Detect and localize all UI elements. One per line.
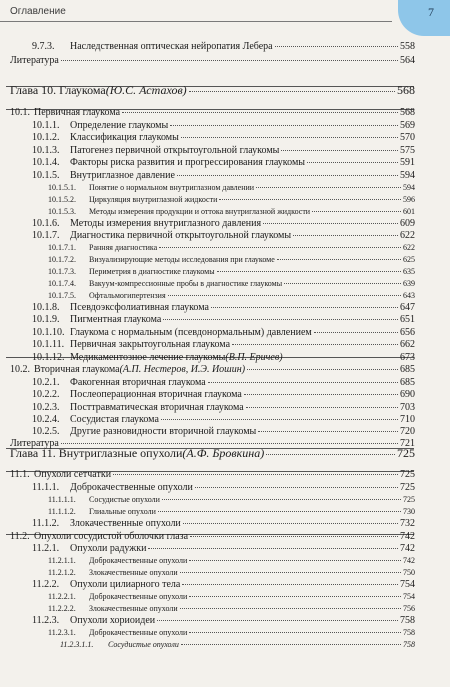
toc-dot-leader: [162, 499, 401, 500]
toc-entry-number: 11.2.2.: [32, 579, 60, 590]
toc-entry-title: Вторичная глаукома: [34, 364, 120, 375]
toc-entry-page: 750: [403, 568, 415, 577]
toc-entry-title: Доброкачественные опухоли: [70, 482, 193, 493]
toc-entry-page: 725: [400, 482, 415, 493]
toc-entry-title: Пигментная глаукома: [70, 314, 162, 325]
toc-entry-number: 10.1.7.1.: [48, 243, 76, 252]
toc-entry: [10, 40, 415, 54]
toc-entry-author: (Ю.С. Астахов): [105, 83, 187, 97]
toc-entry-page: 622: [403, 243, 415, 252]
toc-entry-title: Послеоперационная вторичная глаукома: [70, 389, 242, 400]
toc-dot-leader: [190, 536, 398, 537]
toc-entry-page: 594: [400, 170, 415, 181]
toc-entry-title: Сосудистые опухоли: [108, 640, 179, 649]
toc-entry-page: 622: [400, 230, 415, 241]
toc-entry-title: Понятие о нормальном внутриглазном давлении: [89, 183, 255, 192]
toc-dot-leader: [61, 60, 398, 61]
toc-entry: [10, 445, 415, 461]
toc-entry-page: 625: [403, 255, 415, 264]
toc-entry-number: 11.1.: [10, 469, 30, 480]
toc-entry-page: 568: [400, 107, 415, 118]
toc-dot-leader: [189, 560, 401, 561]
toc-entry-title: Наследственная оптическая нейропатия Лебера: [70, 41, 273, 52]
toc-entry-title: Факторы риска развития и прогрессирования глаукомы: [70, 157, 306, 168]
toc-dot-leader: [284, 283, 401, 284]
toc-entry-page: 720: [400, 426, 415, 437]
toc-entry-page: 558: [400, 41, 415, 52]
toc-entry-number: 10.1.2.: [32, 132, 60, 143]
toc-entry-title: Злокачественные опухоли: [89, 568, 178, 577]
toc-entry-title: Опухоли сосудистой оболочки глаза: [34, 531, 189, 542]
toc-entry-page: 596: [403, 195, 415, 204]
toc-dot-leader: [183, 523, 398, 524]
toc-dot-leader: [157, 620, 398, 621]
toc-entry-title: Визуализирующие методы исследования при глаукоме: [89, 255, 275, 264]
toc-entry-page: 635: [403, 267, 415, 276]
toc-entry: [10, 54, 415, 68]
toc-dot-leader: [158, 511, 401, 512]
toc-entry: [10, 106, 415, 120]
toc-entry-title: Факогенная вторичная глаукома: [70, 377, 206, 388]
toc-entry-page: 662: [400, 339, 415, 350]
toc-dot-leader: [148, 548, 398, 549]
toc-entry-title: Сосудистая глаукома: [70, 414, 159, 425]
toc-entry: [10, 363, 415, 377]
toc-entry-number: 10.1.4.: [32, 157, 60, 168]
toc-entry-title: Циркуляция внутриглазной жидкости: [89, 195, 218, 204]
toc-entry-author: (А.П. Нестеров, И.Э. Иошин): [119, 364, 246, 375]
toc-dot-leader: [180, 572, 401, 573]
toc-entry: [10, 388, 415, 402]
toc-dot-leader: [219, 199, 401, 200]
toc-dot-leader: [170, 125, 398, 126]
toc-entry: [10, 338, 415, 352]
toc-entry-title: Патогенез первичной открытоугольной глаукомы: [70, 145, 280, 156]
toc-dot-leader: [307, 162, 398, 163]
toc-entry-page: 725: [397, 446, 415, 460]
toc-entry-page: 673: [400, 352, 415, 363]
toc-dot-leader: [217, 271, 401, 272]
toc-dot-leader: [181, 137, 398, 138]
toc-entry-title: Опухоли хориоидеи: [70, 615, 156, 626]
toc-dot-leader: [189, 632, 401, 633]
toc-entry-number: 10.1.: [10, 107, 30, 118]
toc-entry-number: 10.2.2.: [32, 389, 60, 400]
toc-entry-page: 730: [403, 507, 415, 516]
toc-entry-number: 10.1.9.: [32, 314, 60, 325]
toc-entry-title: Доброкачественные опухоли: [89, 628, 188, 637]
toc-dot-leader: [189, 596, 401, 597]
toc-entry-page: 754: [403, 592, 415, 601]
toc-entry-author: (В.П. Еричев): [225, 352, 283, 363]
toc-entry-page: 725: [403, 495, 415, 504]
toc-entry: [10, 82, 415, 98]
toc-entry: [10, 517, 415, 531]
toc-dot-leader: [177, 175, 398, 176]
page-number: 7: [428, 5, 434, 19]
toc-dot-leader: [312, 211, 401, 212]
toc-entry-number: 11.2.2.2.: [48, 604, 76, 613]
toc-entry-page: 703: [400, 402, 415, 413]
toc-entry-page: 754: [400, 579, 415, 590]
toc-entry-title: Опухоли радужки: [70, 543, 147, 554]
toc-dot-leader: [277, 259, 401, 260]
toc-entry-page: 594: [403, 183, 415, 192]
toc-entry-page: 609: [400, 218, 415, 229]
toc-entry-number: 11.2.1.1.: [48, 556, 76, 565]
toc-entry-page: 564: [400, 55, 415, 66]
toc-entry-page: 570: [400, 132, 415, 143]
toc-entry-number: 10.1.10.: [32, 327, 65, 338]
toc-entry-number: 11.2.1.: [32, 543, 60, 554]
toc-entry-page: 725: [400, 469, 415, 480]
toc-dot-leader: [159, 247, 401, 248]
toc-dot-leader: [168, 295, 401, 296]
toc-entry-title: Злокачественные опухоли: [89, 604, 178, 613]
toc-entry-number: 11.2.3.1.: [48, 628, 76, 637]
toc-dot-leader: [258, 431, 398, 432]
toc-entry-number: 10.1.5.: [32, 170, 60, 181]
toc-dot-leader: [232, 344, 398, 345]
toc-entry-title: Методы измерения внутриглазного давления: [70, 218, 262, 229]
toc-dot-leader: [122, 112, 398, 113]
toc-entry-title: Периметрия в диагностике глаукомы: [89, 267, 215, 276]
toc-entry: [10, 313, 415, 327]
toc-entry-title: Опухоли цилиарного тела: [70, 579, 181, 590]
toc-dot-leader: [180, 608, 401, 609]
toc-entry-number: 11.1.1.: [32, 482, 60, 493]
toc-entry-page: 756: [403, 604, 415, 613]
toc-dot-leader: [263, 223, 398, 224]
toc-entry-page: 601: [403, 207, 415, 216]
toc-entry-title: Другие разновидности вторичной глаукомы: [70, 426, 257, 437]
toc-entry-page: 742: [400, 531, 415, 542]
toc-entry-page: 758: [403, 640, 415, 649]
toc-dot-leader: [285, 357, 398, 358]
toc-entry: [10, 131, 415, 145]
toc-entry-title: Первичная закрытоугольная глаукома: [70, 339, 231, 350]
toc-entry-page: 685: [400, 377, 415, 388]
toc-entry-page: 643: [403, 291, 415, 300]
toc-entry-page: 710: [400, 414, 415, 425]
toc-dot-leader: [275, 46, 398, 47]
toc-dot-leader: [195, 487, 398, 488]
toc-dot-leader: [163, 319, 398, 320]
toc-dot-leader: [314, 332, 398, 333]
toc-entry-number: 10.1.7.: [32, 230, 60, 241]
toc-entry-number: 9.7.3.: [32, 41, 55, 52]
toc-entry-title: Вакуум-компрессионные пробы в диагностике глаукомы: [89, 279, 283, 288]
toc-entry-number: 11.2.1.2.: [48, 568, 76, 577]
toc-dot-leader: [181, 644, 401, 645]
toc-entry-number: 10.1.7.4.: [48, 279, 76, 288]
toc-entry-title: Глава 11. Внутриглазные опухоли: [10, 446, 183, 460]
toc-dot-leader: [61, 443, 398, 444]
toc-entry: [10, 638, 415, 652]
toc-entry-title: Внутриглазное давление: [70, 170, 175, 181]
header-rule: [0, 21, 392, 22]
toc-entry-title: Литература: [10, 438, 59, 449]
toc-entry-page: 647: [400, 302, 415, 313]
toc-entry-title: Доброкачественные опухоли: [89, 556, 188, 565]
toc-entry-number: 10.2.1.: [32, 377, 60, 388]
running-header-title: Оглавление: [10, 6, 66, 17]
toc-dot-leader: [182, 584, 398, 585]
toc-entry-number: 10.2.: [10, 364, 30, 375]
toc-dot-leader: [256, 187, 401, 188]
toc-entry-page: 651: [400, 314, 415, 325]
toc-entry-title: Медикаментозное лечение глаукомы: [70, 352, 226, 363]
toc-entry-title: Определение глаукомы: [70, 120, 169, 131]
toc-entry-title: Злокачественные опухоли: [70, 518, 181, 529]
toc-entry-title: Диагностика первичной открытоугольной глаукомы: [70, 230, 292, 241]
toc-entry-number: 10.1.1.: [32, 120, 60, 131]
toc-entry-title: Псевдоэксфолиативная глаукома: [70, 302, 209, 313]
toc-dot-leader: [211, 307, 398, 308]
toc-dot-leader: [161, 419, 398, 420]
toc-entry-title: Офтальмогипертензия: [89, 291, 166, 300]
page-number-tab: [398, 0, 450, 36]
toc-entry-page: 690: [400, 389, 415, 400]
toc-entry-page: 732: [400, 518, 415, 529]
toc-dot-leader: [293, 235, 398, 236]
toc-entry-title: Посттравматическая вторичная глаукома: [70, 402, 244, 413]
toc-entry-title: Доброкачественные опухоли: [89, 592, 188, 601]
toc-entry-page: 758: [403, 628, 415, 637]
toc-entry-number: 11.2.: [10, 531, 30, 542]
toc-dot-leader: [244, 394, 398, 395]
toc-entry-number: 10.2.5.: [32, 426, 60, 437]
toc-entry-author: (А.Ф. Бровкина): [182, 446, 265, 460]
toc-entry-page: 656: [400, 327, 415, 338]
toc-dot-leader: [208, 382, 398, 383]
toc-entry-page: 591: [400, 157, 415, 168]
toc-entry-title: Ранняя диагностика: [89, 243, 158, 252]
toc-entry-number: 10.1.3.: [32, 145, 60, 156]
toc-entry-number: 11.1.2.: [32, 518, 60, 529]
toc-entry-number: 11.2.3.: [32, 615, 60, 626]
toc-entry-number: 10.1.5.2.: [48, 195, 76, 204]
toc-entry-number: 10.1.7.5.: [48, 291, 76, 300]
toc-entry-title: Методы измерения продукции и оттока внутриглазной жидкости: [89, 207, 311, 216]
toc-dot-leader: [266, 454, 395, 455]
toc-entry-number: 10.1.12.: [32, 352, 65, 363]
toc-entry-title: Сосудистые опухоли: [89, 495, 160, 504]
toc-entry-page: 742: [403, 556, 415, 565]
toc-entry-page: 685: [400, 364, 415, 375]
toc-dot-leader: [113, 474, 398, 475]
toc-entry-number: 10.1.7.2.: [48, 255, 76, 264]
toc-entry-number: 10.1.6.: [32, 218, 60, 229]
toc-dot-leader: [247, 369, 398, 370]
toc-entry-page: 575: [400, 145, 415, 156]
toc-entry-title: Глиальные опухоли: [89, 507, 156, 516]
toc-entry-number: 11.2.2.1.: [48, 592, 76, 601]
toc-entry-number: 11.2.3.1.1.: [60, 640, 94, 649]
toc-entry-title: Опухоли сетчатки: [34, 469, 112, 480]
toc-entry-number: 10.2.4.: [32, 414, 60, 425]
toc-entry: [10, 156, 415, 170]
toc-entry-number: 10.1.11.: [32, 339, 65, 350]
toc-entry-page: 742: [400, 543, 415, 554]
toc-entry-page: 721: [400, 438, 415, 449]
toc-entry-number: 11.1.1.1.: [48, 495, 76, 504]
toc-dot-leader: [281, 150, 398, 151]
toc-entry-number: 10.1.5.1.: [48, 183, 76, 192]
toc-entry-number: 10.1.5.3.: [48, 207, 76, 216]
toc-entry-page: 568: [397, 83, 415, 97]
toc-entry-title: Первичная глаукома: [34, 107, 121, 118]
toc-dot-leader: [189, 91, 395, 92]
toc-entry-title: Классификация глаукомы: [70, 132, 179, 143]
toc-entry: [10, 468, 415, 482]
toc-entry-title: Глаукома с нормальным (псевдонормальным) давлением: [70, 327, 312, 338]
toc-entry-page: 569: [400, 120, 415, 131]
toc-entry-title: Литература: [10, 55, 59, 66]
toc-entry-number: 10.2.3.: [32, 402, 60, 413]
toc-dot-leader: [246, 407, 398, 408]
toc-entry-title: Глава 10. Глаукома: [10, 83, 106, 97]
toc-entry-page: 758: [400, 615, 415, 626]
toc-entry-number: 11.1.1.2.: [48, 507, 76, 516]
toc-entry-page: 639: [403, 279, 415, 288]
toc-entry-number: 10.1.8.: [32, 302, 60, 313]
toc-entry-number: 10.1.7.3.: [48, 267, 76, 276]
